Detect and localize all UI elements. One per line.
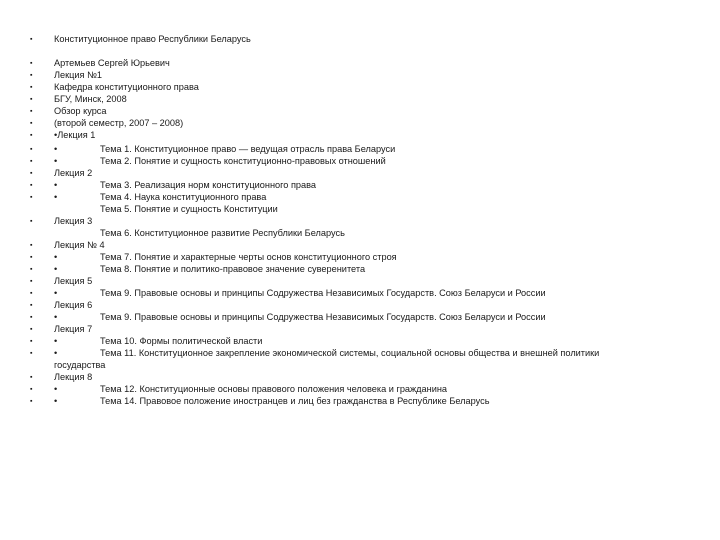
entry-bullet: • [54, 384, 58, 394]
item-text [54, 264, 365, 275]
item-text: Лекция 5 [54, 276, 93, 286]
item-text: (второй семестр, 2007 – 2008) [54, 118, 184, 128]
bullet-icon: ▪ [30, 120, 33, 127]
entry-bullet: • [54, 252, 58, 262]
bullet-icon: ▪ [30, 158, 33, 165]
entry-bullet: • [54, 348, 58, 358]
bullet-icon: ▪ [30, 314, 33, 321]
entry-bullet: • [54, 180, 58, 190]
bullet-icon: ▪ [30, 302, 33, 309]
document-title: Конституционное право Республики Беларусь [54, 34, 251, 44]
bullet-icon: ▪ [30, 132, 33, 139]
item-text: Лекция № 4 [54, 240, 105, 250]
bullet-icon: ▪ [30, 242, 33, 249]
bullet-icon: ▪ [30, 146, 33, 153]
bullet-icon: ▪ [30, 84, 33, 91]
item-text [54, 204, 278, 215]
item-text [54, 348, 599, 359]
item-text [54, 384, 447, 395]
bullet-icon: ▪ [30, 218, 33, 225]
item-text [54, 396, 490, 407]
entry-bullet: • [54, 312, 58, 322]
item-text [54, 180, 316, 191]
item-text [54, 228, 345, 239]
entry-bullet: • [54, 144, 58, 154]
topic-text: Тема 9. Правовые основы и принципы Содружества Независимых Государств. Союз Беларуси и России [100, 312, 546, 322]
entry-bullet: • [54, 396, 58, 406]
item-text: Лекция 7 [54, 324, 93, 334]
bullet-icon: ▪ [30, 266, 33, 273]
entry-bullet: • [54, 288, 58, 298]
entry-bullet: • [54, 192, 58, 202]
bullet-icon: ▪ [30, 170, 33, 177]
topic-text: Тема 8. Понятие и политико-правовое значение суверенитета [100, 264, 366, 274]
topic-text: Тема 12. Конституционные основы правового положения человека и гражданина [100, 384, 448, 394]
item-text: Артемьев Сергей Юрьевич [54, 58, 170, 68]
bullet-icon: ▪ [30, 254, 33, 261]
topic-text: Тема 11. Конституционное закрепление экономической системы, социальной основы общества и внешней политики [100, 348, 600, 358]
topic-text: Тема 5. Понятие и сущность Конституции [100, 204, 278, 214]
item-text [54, 252, 397, 263]
topic-text: Тема 7. Понятие и характерные черты основ конституционного строя [100, 252, 397, 262]
topic-text: Тема 1. Конституционное право — ведущая отрасль права Беларуси [100, 144, 396, 154]
item-text [54, 288, 546, 299]
item-text [54, 336, 262, 347]
bullet-icon: ▪ [30, 290, 33, 297]
entry-bullet: • [54, 264, 58, 274]
item-text [54, 312, 546, 323]
bullet-icon: ▪ [30, 398, 33, 405]
item-text: Кафедра конституционного права [54, 82, 199, 92]
entry-bullet: • [54, 156, 58, 166]
item-text: Лекция 3 [54, 216, 93, 226]
item-text [54, 144, 395, 155]
bullet-icon: ▪ [30, 108, 33, 115]
item-text: Лекция 2 [54, 168, 93, 178]
topic-text: Тема 10. Формы политической власти [100, 336, 263, 346]
bullet-icon: ▪ [30, 60, 33, 67]
bullet-icon: ▪ [30, 182, 33, 189]
topic-text: Тема 4. Наука конституционного права [100, 192, 267, 202]
topic-text: Тема 9. Правовые основы и принципы Содружества Независимых Государств. Союз Беларуси и России [100, 288, 546, 298]
bullet-icon: ▪ [30, 326, 33, 333]
bullet-icon: ▪ [30, 350, 33, 357]
bullet-icon: ▪ [30, 374, 33, 381]
bullet-icon: ▪ [30, 36, 33, 43]
topic-text: Тема 3. Реализация норм конституционного права [100, 180, 317, 190]
entry-bullet: • [54, 336, 58, 346]
item-text [54, 192, 266, 203]
item-text: •Лекция 1 [54, 130, 96, 140]
item-text [54, 156, 386, 167]
bullet-icon: ▪ [30, 96, 33, 103]
bullet-icon: ▪ [30, 72, 33, 79]
item-text: БГУ, Минск, 2008 [54, 94, 127, 104]
item-text: Лекция №1 [54, 70, 103, 80]
bullet-icon: ▪ [30, 338, 33, 345]
item-text: Лекция 8 [54, 372, 93, 382]
bullet-icon: ▪ [30, 278, 33, 285]
bullet-icon: ▪ [30, 386, 33, 393]
topic-text: Тема 14. Правовое положение иностранцев и лиц без гражданства в Республике Беларусь [100, 396, 490, 406]
topic-text: Тема 2. Понятие и сущность конституционно-правовых отношений [100, 156, 386, 166]
item-text: государства [54, 360, 106, 370]
topic-text: Тема 6. Конституционное развитие Республики Беларусь [100, 228, 345, 238]
item-text: Обзор курса [54, 106, 107, 116]
item-text: Лекция 6 [54, 300, 93, 310]
bullet-icon: ▪ [30, 194, 33, 201]
